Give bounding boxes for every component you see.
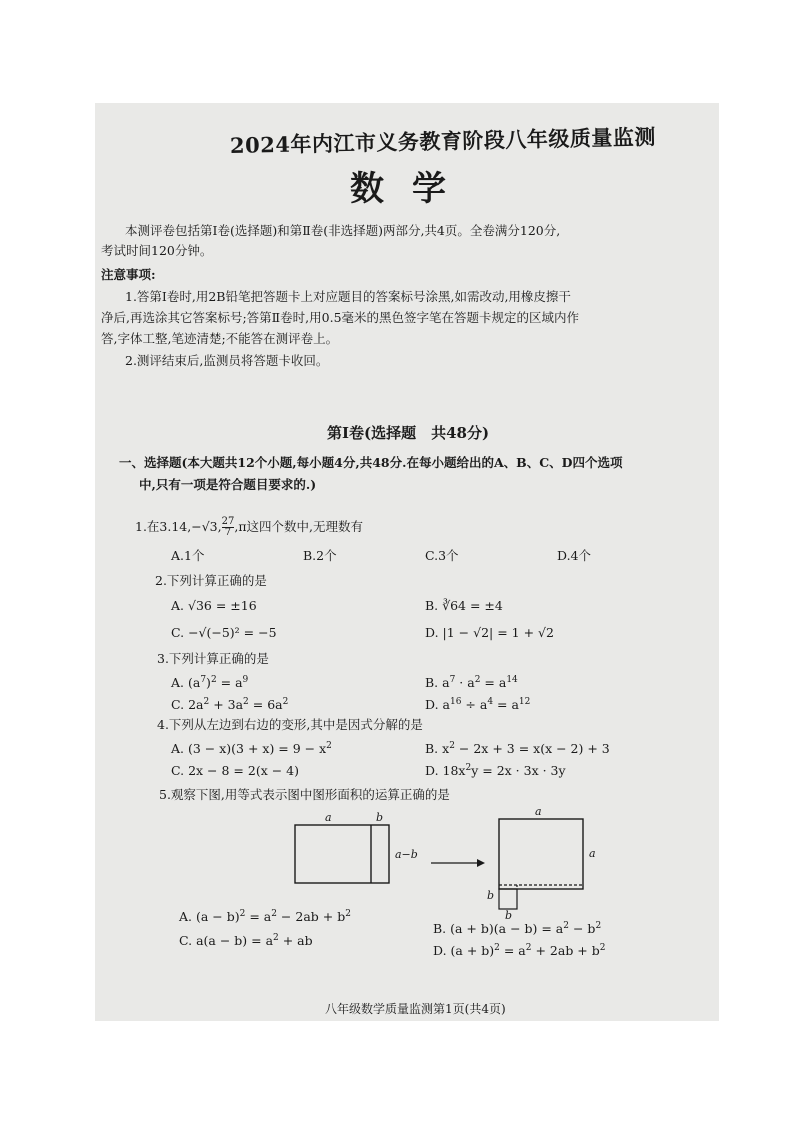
exam-title: 2024年内江市义务教育阶段八年级质量监测 (229, 124, 657, 158)
q3-option-c: C. $2a^2 + 3a^2 = 6a^2$ (171, 696, 289, 712)
q3-stem: 3.下列计算正确的是 (157, 651, 269, 666)
q5-figure (285, 803, 615, 923)
q1-option-b: B.2个 (303, 548, 337, 563)
intro-line-1: 本测评卷包括第Ⅰ卷(选择题)和第Ⅱ卷(非选择题)两部分,共4页。全卷满分120分, (125, 223, 561, 238)
figure-label-b-right-bottom: b (505, 909, 513, 922)
q3-option-b: B. $a^7 \cdot a^2 = a^{14}$ (425, 674, 518, 690)
q4-option-b: B. $x^2 - 2x + 3 = x(x - 2) + 3$ (425, 740, 610, 756)
notes-item-1-line-3: 答,字体工整,笔迹清楚;不能答在测评卷上。 (101, 331, 339, 346)
figure-label-a-right-side: a (589, 847, 596, 860)
q1-option-d: D.4个 (557, 548, 592, 563)
q2-option-b: B. ∛64 = ±4 (425, 598, 503, 613)
figure-right-square (499, 819, 583, 889)
q4-option-d: D. $18x^2y = 2x \cdot 3x \cdot 3y$ (425, 762, 566, 778)
q3-option-a: A. $(a^7)^2 = a^9$ (171, 674, 249, 690)
q1-fraction: $\frac{27}{7}$ (221, 516, 235, 538)
q2-stem: 2.下列计算正确的是 (155, 573, 267, 588)
q2-option-a: A. √36 = ±16 (171, 598, 257, 613)
section-1-instruction-line-1: 一、选择题(本大题共12个小题,每小题4分,共48分.在每小题给出的A、B、C、D四个选项 (119, 455, 623, 470)
q5-option-d: D. $(a + b)^2 = a^2 + 2ab + b^2$ (433, 942, 606, 958)
q1-option-c: C.3个 (425, 548, 459, 563)
q2-option-c: C. −√(−5)² = −5 (171, 625, 277, 640)
q4-option-a: A. $(3 - x)(3 + x) = 9 - x^2$ (171, 740, 332, 756)
figure-label-a-minus-b: a−b (395, 848, 418, 861)
q4-option-c: C. 2x − 8 = 2(x − 4) (171, 763, 299, 778)
exam-paper (95, 103, 719, 1021)
section-1-instruction-line-2: 中,只有一项是符合题目要求的.) (139, 477, 317, 492)
q1-option-a: A.1个 (171, 548, 205, 563)
figure-label-b-top: b (376, 811, 384, 824)
figure-right-extension (499, 889, 517, 909)
q4-stem: 4.下列从左边到右边的变形,其中是因式分解的是 (157, 717, 423, 732)
q5-stem: 5.观察下图,用等式表示图中图形面积的运算正确的是 (159, 787, 450, 802)
q5-option-a: A. $(a - b)^2 = a^2 - 2ab + b^2$ (179, 908, 351, 924)
notes-item-1-line-1: 1.答第Ⅰ卷时,用2B铅笔把答题卡上对应题目的答案标号涂黑,如需改动,用橡皮擦干 (125, 289, 571, 304)
figure-left-rect (295, 825, 389, 883)
figure-arrow-head (477, 859, 485, 867)
notes-item-1-line-2: 净后,再选涂其它答案标号;答第Ⅱ卷时,用0.5毫米的黑色签字笔在答题卡规定的区域内作 (101, 310, 580, 325)
intro-line-2: 考试时间120分钟。 (101, 243, 213, 258)
q3-option-d: D. $a^{16} \div a^4 = a^{12}$ (425, 696, 531, 712)
figure-label-b-right-side: b (487, 889, 495, 902)
notes-heading: 注意事项: (101, 267, 156, 282)
q1-stem: 1.在3.14,−√3, $\frac{27}{7}$ ,π这四个数中,无理数有 (135, 516, 364, 538)
figure-label-a-top: a (325, 811, 332, 824)
page-footer: 八年级数学质量监测第1页(共4页) (325, 1002, 506, 1016)
section-1-title: 第Ⅰ卷(选择题 共48分) (327, 424, 490, 442)
figure-label-a-right-top: a (535, 805, 542, 818)
subject-title: 数学 (350, 169, 474, 209)
q2-option-d: D. |1 − √2| = 1 + √2 (425, 625, 554, 640)
q5-option-c: C. $a(a - b) = a^2$ + ab (179, 932, 313, 948)
q5-option-b: B. $(a + b)(a - b) = a^2 - b^2$ (433, 920, 602, 936)
notes-item-2: 2.测评结束后,监测员将答题卡收回。 (125, 353, 329, 368)
